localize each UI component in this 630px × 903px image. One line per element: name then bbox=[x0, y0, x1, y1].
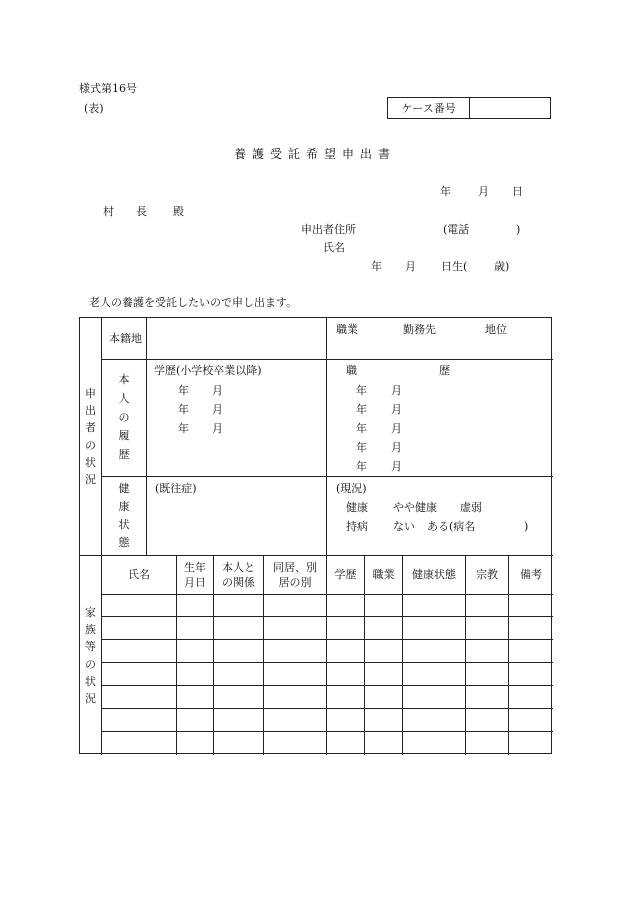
applicant-birth-day: 日生( bbox=[441, 260, 468, 273]
section2-label: 家 族 等 の 状 況 bbox=[85, 606, 96, 705]
case-number-box bbox=[387, 97, 551, 119]
date-year: 年 bbox=[440, 185, 451, 198]
health-option-healthy[interactable]: 健康 bbox=[346, 501, 368, 514]
case-number-label: ケース番号 bbox=[388, 98, 470, 118]
career-month-4: 月 bbox=[391, 441, 402, 454]
section1-label: 申 出 者 の 状 況 bbox=[85, 387, 96, 486]
career-month-5: 月 bbox=[391, 460, 402, 473]
career-year-3: 年 bbox=[356, 422, 367, 435]
family-header-remarks: 備考 bbox=[520, 568, 542, 582]
edu-year-2: 年 bbox=[178, 403, 189, 416]
current-status-label: (現況) bbox=[336, 482, 367, 495]
career-year-1: 年 bbox=[356, 384, 367, 397]
applicant-birth-month: 月 bbox=[405, 260, 416, 273]
applicant-phone-close: ) bbox=[516, 223, 521, 236]
applicant-address-label: 申出者住所 bbox=[301, 223, 356, 236]
family-header-name: 氏名 bbox=[128, 568, 150, 582]
past-illness-label: (既往症) bbox=[155, 482, 197, 495]
career-year-5: 年 bbox=[356, 460, 367, 473]
career-year-4: 年 bbox=[356, 441, 367, 454]
chronic-close: ) bbox=[524, 520, 529, 533]
rireki-label: 本 人 の 履 歴 bbox=[118, 373, 130, 462]
document-title: 養護受託希望申出書 bbox=[233, 147, 396, 161]
career-month-1: 月 bbox=[391, 384, 402, 397]
honseki-field[interactable] bbox=[147, 320, 325, 358]
career-year-2: 年 bbox=[356, 403, 367, 416]
honseki-label: 本籍地 bbox=[109, 332, 142, 345]
addressee-honorific: 殿 bbox=[173, 205, 184, 218]
edu-month-3: 月 bbox=[212, 422, 223, 435]
date-month: 月 bbox=[478, 185, 489, 198]
family-header-relation: 本人と の関係 bbox=[222, 560, 255, 589]
education-label: 学歴(小学校卒業以降) bbox=[154, 364, 262, 377]
addressee-head: 長 bbox=[136, 205, 147, 218]
applicant-birth-year: 年 bbox=[371, 260, 382, 273]
health-option-weak[interactable]: 虚弱 bbox=[460, 501, 482, 514]
chronic-yes[interactable]: ある(病名 bbox=[427, 520, 476, 533]
family-header-cohabit: 同居、別 居の別 bbox=[273, 560, 317, 589]
family-header-health: 健康状態 bbox=[412, 568, 456, 582]
applicant-name-label: 氏名 bbox=[323, 241, 345, 254]
applicant-phone-open: (電話 bbox=[443, 223, 470, 236]
intro-text: 老人の養護を受託したいので申し出ます。 bbox=[89, 296, 298, 309]
family-header-birth: 生年 月日 bbox=[184, 560, 206, 589]
chronic-label: 持病 bbox=[346, 520, 368, 533]
addressee-village: 村 bbox=[103, 205, 114, 218]
health-option-fairly[interactable]: やや健康 bbox=[393, 501, 437, 514]
health-label: 健 康 状 態 bbox=[118, 481, 130, 550]
applicant-age: 歳) bbox=[494, 260, 510, 273]
career-month-2: 月 bbox=[391, 403, 402, 416]
form-table bbox=[79, 317, 552, 754]
edu-year-1: 年 bbox=[178, 384, 189, 397]
side-label: (表) bbox=[84, 102, 104, 115]
form-number: 様式第16号 bbox=[79, 82, 137, 95]
position-header: 地位 bbox=[485, 323, 507, 336]
occupation-header: 職業 bbox=[336, 323, 358, 336]
family-header-occupation: 職業 bbox=[372, 568, 395, 582]
edu-month-1: 月 bbox=[212, 384, 223, 397]
date-day: 日 bbox=[512, 185, 523, 198]
career-month-3: 月 bbox=[391, 422, 402, 435]
chronic-no[interactable]: ない bbox=[393, 520, 415, 533]
family-header-religion: 宗教 bbox=[476, 568, 498, 582]
case-number-field[interactable] bbox=[470, 98, 550, 118]
career-label-1: 職 bbox=[346, 364, 357, 377]
workplace-header: 勤務先 bbox=[403, 323, 436, 336]
career-label-2: 歴 bbox=[439, 364, 450, 377]
edu-month-2: 月 bbox=[212, 403, 223, 416]
family-header-education: 学歴 bbox=[334, 568, 357, 582]
edu-year-3: 年 bbox=[178, 422, 189, 435]
